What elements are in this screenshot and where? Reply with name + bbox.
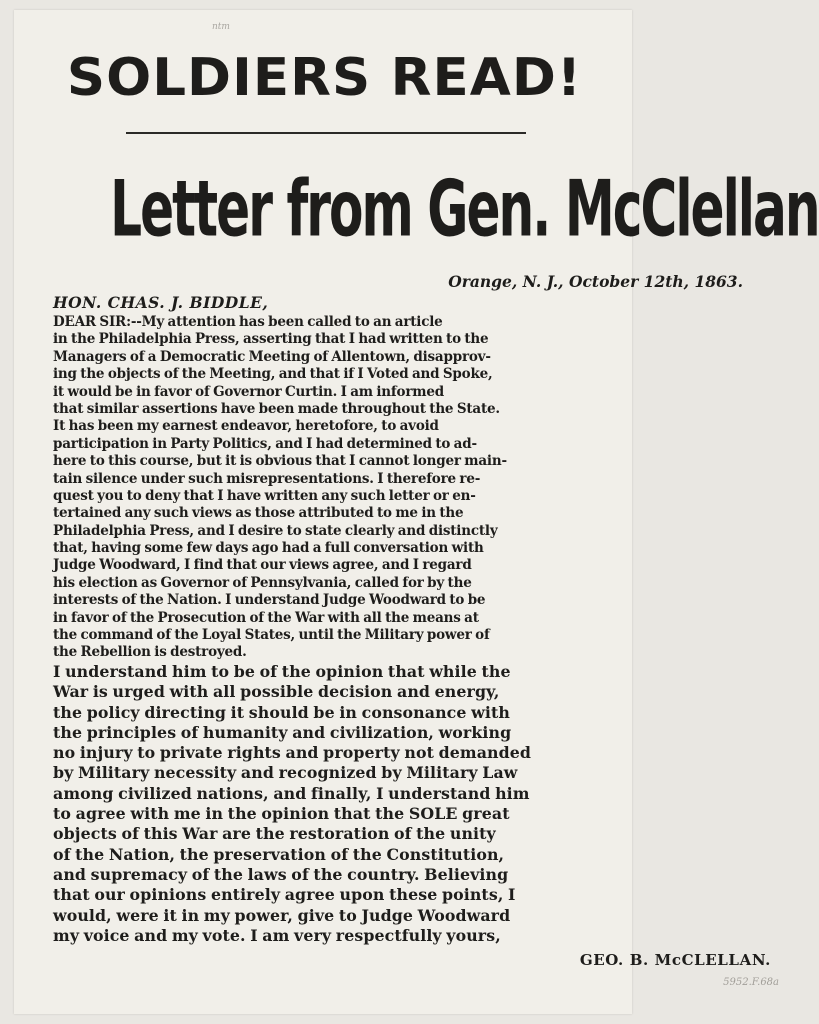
body-line: to agree with me in the opinion that the SOLE great xyxy=(53,804,510,824)
letter-body-part1 xyxy=(53,314,598,662)
body-line: the command of the Loyal States, until the Military power of xyxy=(53,627,490,644)
letter-title: Letter from Gen. McClellan xyxy=(110,163,819,254)
body-line: Judge Woodward, I find that our views agree, and I regard xyxy=(53,557,472,574)
body-line: it would be in favor of Governor Curtin. I am informed xyxy=(53,383,444,400)
body-line: my voice and my vote. I am very respectfully yours, xyxy=(53,925,501,945)
body-line: War is urged with all possible decision and energy, xyxy=(53,682,500,702)
body-line: would, were it in my power, give to Judge Woodward xyxy=(53,905,511,925)
body-line: interests of the Nation. I understand Judge Woodward to be xyxy=(53,592,486,609)
divider-rule xyxy=(126,132,526,134)
body-line: objects of this War are the restoration of the unity xyxy=(53,824,496,844)
body-line: ing the objects of the Meeting, and that if I Voted and Spoke, xyxy=(53,366,493,383)
body-line: participation in Party Politics, and I had determined to ad- xyxy=(53,435,477,452)
body-line: by Military necessity and recognized by Military Law xyxy=(53,763,518,783)
body-line: tertained any such views as those attributed to me in the xyxy=(53,505,464,522)
body-line: Philadelphia Press, and I desire to state clearly and distinctly xyxy=(53,522,498,539)
pencil-annotation: ntm xyxy=(212,22,230,32)
dateline: Orange, N. J., October 12th, 1863. xyxy=(448,272,743,291)
body-line: of the Nation, the preservation of the Constitution, xyxy=(53,844,505,864)
body-line: the Rebellion is destroyed. xyxy=(53,644,247,661)
signature: GEO. B. McCLELLAN. xyxy=(579,951,771,969)
body-line: tain silence under such misrepresentations. I therefore re- xyxy=(53,470,481,487)
body-line: among civilized nations, and finally, I understand him xyxy=(53,783,530,803)
body-line: DEAR SIR:--My attention has been called to an article xyxy=(53,314,443,330)
body-line: that, having some few days ago had a full conversation with xyxy=(53,540,484,557)
body-line: that our opinions entirely agree upon these points, I xyxy=(53,885,516,905)
body-line: I understand him to be of the opinion that while the xyxy=(53,662,511,681)
body-line: and supremacy of the laws of the country. Believing xyxy=(53,864,509,884)
body-line: here to this course, but it is obvious that I cannot longer main- xyxy=(53,453,507,470)
addressee: HON. CHAS. J. BIDDLE, xyxy=(53,293,269,312)
body-line: no injury to private rights and property not demanded xyxy=(53,743,532,763)
body-line: the principles of humanity and civilization, working xyxy=(53,722,512,742)
body-line: It has been my earnest endeavor, heretofore, to avoid xyxy=(53,418,439,435)
body-line: the policy directing it should be in consonance with xyxy=(53,702,510,722)
body-line: Managers of a Democratic Meeting of Allentown, disapprov- xyxy=(53,348,491,365)
body-line: in favor of the Prosecution of the War with all the means at xyxy=(53,609,479,626)
letter-body-part2 xyxy=(53,662,598,946)
catalog-number: 5952.F.68a xyxy=(723,977,779,988)
body-line: quest you to deny that I have written any such letter or en- xyxy=(53,487,476,504)
body-line: that similar assertions have been made throughout the State. xyxy=(53,400,500,417)
body-line: his election as Governor of Pennsylvania, called for by the xyxy=(53,574,472,591)
body-line: in the Philadelphia Press, asserting that I had written to the xyxy=(53,331,489,348)
headline: SOLDIERS READ! xyxy=(66,48,583,108)
